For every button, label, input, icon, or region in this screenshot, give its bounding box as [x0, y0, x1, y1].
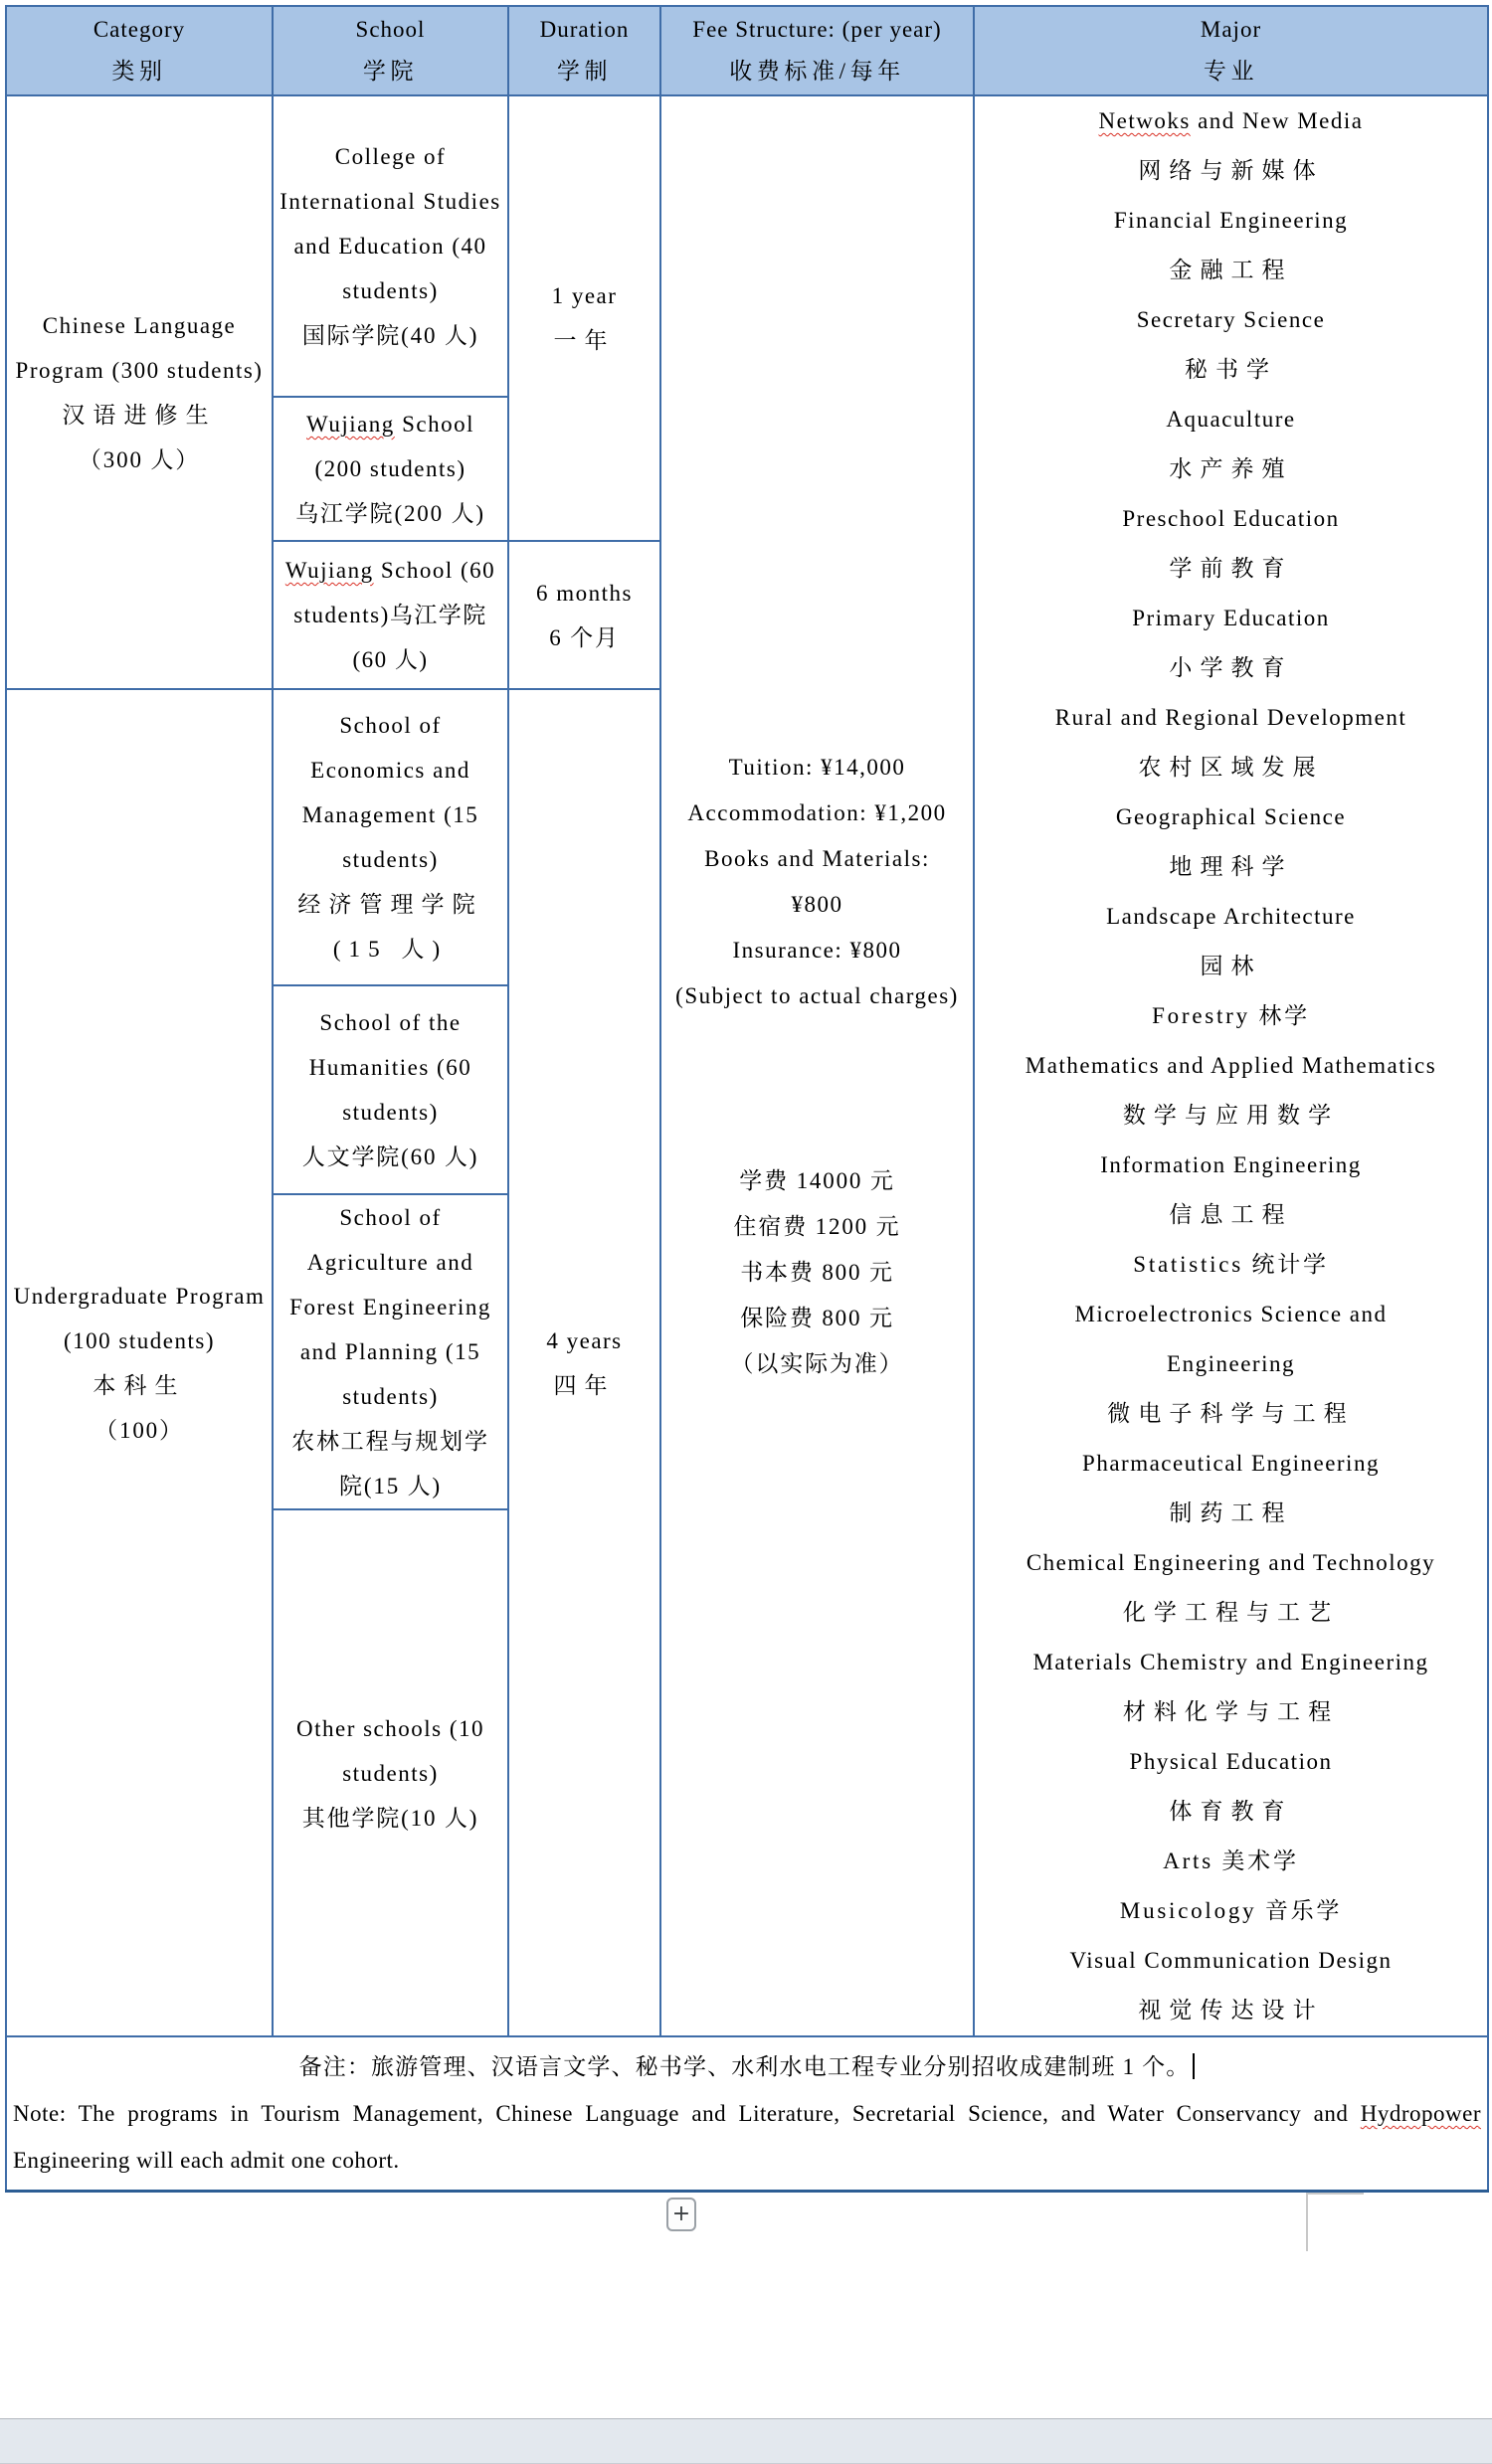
spellcheck-underline: Wujiang: [306, 412, 395, 437]
cell-school-other[interactable]: [273, 1509, 508, 2036]
text-line: [667, 928, 967, 973]
text-segment: 地理科学: [1169, 854, 1293, 879]
text-segment: Financial Engineering: [1113, 208, 1349, 233]
text-line: [981, 345, 1481, 395]
cell-school-agriculture-forest[interactable]: [273, 1194, 508, 1509]
text-segment: 收费标准/每年: [729, 59, 905, 84]
text-line: [13, 2043, 1481, 2090]
text-segment: 书本费 800 元: [740, 1260, 894, 1285]
text-segment: Musicology 音乐学: [1119, 1898, 1343, 1923]
text-segment: Accommodation: ¥1,200: [687, 800, 947, 825]
text-segment: ¥800: [791, 892, 843, 917]
cell-duration-6-months[interactable]: [508, 541, 660, 689]
text-segment: 人文学院(60 人): [301, 1144, 479, 1169]
text-segment: 住宿费 1200 元: [733, 1214, 901, 1239]
text-segment: 视觉传达设计: [1138, 1998, 1324, 2023]
cell-school-wujiang-200[interactable]: [273, 397, 508, 541]
cell-major-list[interactable]: [974, 95, 1488, 2036]
text-line: [981, 792, 1481, 842]
text-line: [13, 438, 266, 482]
text-line: [515, 273, 653, 318]
cell-duration-4-years[interactable]: [508, 689, 660, 2036]
text-line: [280, 1195, 501, 1419]
text-line: [981, 942, 1481, 991]
text-line: [667, 1019, 967, 1158]
text-line: [13, 1408, 266, 1453]
text-line: [280, 1796, 501, 1841]
text-line: [981, 146, 1481, 196]
text-segment: 其他学院(10 人): [301, 1805, 479, 1831]
text-segment: 学制: [556, 59, 613, 84]
text-segment: 保险费 800 元: [740, 1306, 894, 1330]
program-table: [5, 5, 1489, 2193]
cell-school-economics-management[interactable]: [273, 689, 508, 985]
text-segment: School (60 students)乌江学院 (60 人): [293, 558, 496, 672]
text-segment: Landscape Architecture: [1106, 904, 1356, 929]
text-line: [667, 745, 967, 791]
text-segment: 微电子科学与工程: [1107, 1401, 1355, 1426]
text-segment: Aquaculture: [1166, 407, 1296, 432]
text-line: [981, 991, 1481, 1041]
text-line: [981, 1687, 1481, 1737]
text-line: [981, 9, 1481, 51]
text-line: [515, 318, 653, 363]
text-segment: Books and Materials:: [704, 846, 930, 871]
text-segment: 网络与新媒体: [1138, 158, 1324, 183]
spellcheck-underline: Wujiang: [284, 558, 374, 583]
cell-category-chinese-language-program[interactable]: [6, 95, 273, 689]
text-segment: Pharmaceutical Engineering: [1082, 1451, 1380, 1476]
text-line: [280, 9, 501, 51]
text-segment: Other schools (10 students): [295, 1715, 485, 1786]
text-segment: 备注：旅游管理、汉语言文学、秘书学、水利水电工程专业分别招收成建制班 1 个。: [298, 2053, 1191, 2079]
text-segment: Visual Communication Design: [1069, 1948, 1393, 1973]
text-segment: 数学与应用数学: [1122, 1103, 1340, 1128]
text-segment: Geographical Science: [1115, 804, 1347, 829]
text-segment: （以实际为准）: [730, 1351, 904, 1376]
text-segment: 小学教育: [1169, 655, 1293, 680]
text-segment: School (200 students): [314, 412, 474, 481]
text-segment: 1 year: [551, 283, 618, 308]
text-segment: Preschool Education: [1122, 506, 1340, 531]
text-line: [981, 1389, 1481, 1439]
text-segment: Tuition: ¥14,000: [728, 755, 906, 780]
text-segment: Information Engineering: [1100, 1152, 1362, 1177]
text-segment: 6 months: [536, 580, 633, 606]
text-line: [13, 1363, 266, 1408]
text-segment: 农村区域发展: [1138, 755, 1324, 780]
text-segment: 国际学院(40 人): [301, 323, 479, 348]
text-line: [981, 1837, 1481, 1886]
text-line: [515, 616, 653, 660]
text-segment: Secretary Science: [1136, 307, 1326, 332]
text-line: [981, 1588, 1481, 1638]
text-segment: 专业: [1203, 59, 1259, 84]
text-segment: Materials Chemistry and Engineering: [1032, 1650, 1429, 1674]
text-line: [981, 1041, 1481, 1091]
text-line: [981, 246, 1481, 295]
text-line: [981, 892, 1481, 942]
text-line: [981, 594, 1481, 643]
text-line: [280, 1000, 501, 1135]
header-school[interactable]: [273, 6, 508, 95]
text-line: [981, 1240, 1481, 1290]
text-line: [981, 693, 1481, 743]
plus-button[interactable]: +: [666, 2198, 696, 2231]
text-line: [667, 1341, 967, 1387]
text-line: [981, 395, 1481, 444]
text-line: [13, 1274, 266, 1363]
text-segment: 本科生: [93, 1372, 186, 1398]
text-segment: School of the Humanities (60 students): [308, 1010, 472, 1125]
cell-fee-structure[interactable]: [660, 95, 974, 2036]
text-segment: 化学工程与工艺: [1122, 1600, 1340, 1625]
text-line: [981, 1538, 1481, 1588]
spellcheck-underline: Hydropower: [1360, 2100, 1481, 2126]
text-line: [515, 571, 653, 616]
text-line: [981, 295, 1481, 345]
text-line: [13, 2090, 1481, 2184]
text-segment: Engineering: [1167, 1351, 1295, 1376]
text-line: [13, 303, 266, 393]
text-line: [515, 1363, 653, 1408]
text-segment: (Subject to actual charges): [675, 983, 959, 1008]
text-line: [280, 313, 501, 358]
text-segment: 秘书学: [1184, 357, 1278, 382]
text-segment: 汉语进修生: [62, 402, 217, 428]
text-line: [981, 1986, 1481, 2035]
text-line: [280, 703, 501, 882]
cell-school-wujiang-60[interactable]: [273, 541, 508, 689]
header-duration[interactable]: [508, 6, 660, 95]
text-segment: 乌江学院(200 人): [295, 501, 485, 526]
text-line: [667, 1296, 967, 1341]
text-segment: 制药工程: [1169, 1500, 1293, 1525]
text-segment: Engineering will each admit one cohort.: [13, 2147, 400, 2173]
text-segment: Primary Education: [1132, 606, 1330, 630]
text-line: [981, 842, 1481, 892]
text-segment: 经济管理学院(15 人): [297, 892, 483, 962]
text-line: [13, 9, 266, 51]
text-segment: Microelectronics Science and: [1074, 1302, 1388, 1326]
text-segment: School: [355, 17, 426, 42]
text-segment: 信息工程: [1169, 1202, 1293, 1227]
text-segment: （100）: [94, 1417, 184, 1443]
text-segment: Chinese Language Program (300 students): [15, 312, 264, 383]
text-line: [667, 51, 967, 92]
text-segment: and New Media: [1190, 108, 1364, 133]
text-line: [981, 1936, 1481, 1986]
text-line: [667, 1204, 967, 1250]
text-segment: 6 个月: [549, 624, 620, 650]
text-line: [981, 1439, 1481, 1489]
text-line: [981, 643, 1481, 693]
text-segment: Mathematics and Applied Mathematics: [1025, 1053, 1437, 1078]
text-segment: 类别: [111, 59, 167, 84]
text-line: [667, 791, 967, 836]
text-line: [280, 51, 501, 92]
text-line: [13, 51, 266, 92]
corner-bracket-mark: [1306, 2193, 1364, 2251]
header-fee-structure[interactable]: [660, 6, 974, 95]
text-line: [981, 1489, 1481, 1538]
text-segment: Chemical Engineering and Technology: [1026, 1550, 1436, 1575]
text-line: [667, 1158, 967, 1204]
cell-school-humanities[interactable]: [273, 985, 508, 1194]
text-line: [981, 1638, 1481, 1687]
text-segment: Fee Structure: (per year): [692, 17, 942, 42]
text-line: [981, 444, 1481, 494]
text-line: [981, 1787, 1481, 1837]
text-segment: 金融工程: [1169, 258, 1293, 282]
text-segment: 体育教育: [1169, 1799, 1293, 1824]
text-segment: Rural and Regional Development: [1054, 705, 1407, 730]
header-category[interactable]: [6, 6, 273, 95]
text-segment: Category: [93, 17, 186, 42]
text-caret: [1193, 2053, 1195, 2079]
note-row: [6, 2036, 1488, 2191]
text-segment: 水产养殖: [1169, 456, 1293, 481]
text-segment: School of Economics and Management (15 students): [301, 713, 479, 872]
text-line: [981, 1886, 1481, 1936]
text-line: [981, 51, 1481, 92]
text-line: [981, 743, 1481, 792]
text-segment: 学院: [362, 59, 419, 84]
table-row: [6, 95, 1488, 397]
cell-note[interactable]: [6, 2036, 1488, 2191]
text-segment: Insurance: ¥800: [732, 938, 902, 963]
text-line: [981, 1737, 1481, 1787]
text-line: [280, 134, 501, 313]
text-line: [515, 51, 653, 92]
text-line: [515, 1319, 653, 1363]
text-segment: 四年: [553, 1372, 616, 1398]
text-line: [667, 9, 967, 51]
text-segment: 一年: [553, 328, 616, 353]
text-line: [667, 973, 967, 1019]
text-segment: 农林工程与规划学院(15 人): [291, 1429, 489, 1498]
cell-duration-1-year[interactable]: [508, 95, 660, 541]
text-segment: School of Agriculture and Forest Engineering and Planning (15 students): [289, 1205, 491, 1409]
text-segment: Major: [1200, 17, 1262, 42]
cell-category-undergraduate-program[interactable]: [6, 689, 273, 2036]
text-segment: 园林: [1200, 954, 1262, 978]
text-line: [981, 96, 1481, 146]
text-line: [515, 9, 653, 51]
text-line: [667, 882, 967, 928]
text-segment: 材料化学与工程: [1122, 1699, 1340, 1724]
text-line: [981, 1339, 1481, 1389]
text-line: [280, 1135, 501, 1179]
text-line: [13, 393, 266, 438]
text-segment: 学前教育: [1169, 556, 1293, 581]
text-line: [667, 1250, 967, 1296]
spellcheck-underline: Netwoks: [1098, 108, 1191, 133]
text-line: [981, 544, 1481, 594]
text-segment: College of International Studies and Education (40 students): [280, 144, 501, 303]
text-line: [981, 196, 1481, 246]
text-line: [667, 836, 967, 882]
text-segment: Note: The programs in Tourism Management, Chinese Language and Literature, Secretarial Science, and Water Conservancy and: [13, 2100, 1361, 2126]
text-segment: Statistics 统计学: [1133, 1252, 1329, 1277]
text-line: [280, 491, 501, 536]
text-line: [280, 1419, 501, 1508]
text-segment: Arts 美术学: [1163, 1848, 1299, 1873]
text-line: [981, 1190, 1481, 1240]
text-segment: Physical Education: [1129, 1749, 1333, 1774]
text-line: [280, 402, 501, 491]
text-segment: （300 人）: [78, 446, 201, 472]
text-segment: Duration: [539, 17, 630, 42]
text-line: [981, 1290, 1481, 1339]
text-line: [981, 1091, 1481, 1141]
text-line: [280, 548, 501, 682]
header-major[interactable]: [974, 6, 1488, 95]
header-row: [6, 6, 1488, 95]
text-line: [981, 1141, 1481, 1190]
text-line: [981, 494, 1481, 544]
text-segment: 4 years: [546, 1327, 623, 1353]
text-segment: Forestry 林学: [1152, 1003, 1310, 1028]
text-line: [280, 1706, 501, 1796]
text-line: [280, 882, 501, 971]
cell-school-college-international[interactable]: [273, 95, 508, 397]
text-segment: 学费 14000 元: [739, 1168, 895, 1193]
status-bar: [0, 2418, 1492, 2464]
text-segment: Undergraduate Program (100 students): [13, 1283, 266, 1353]
